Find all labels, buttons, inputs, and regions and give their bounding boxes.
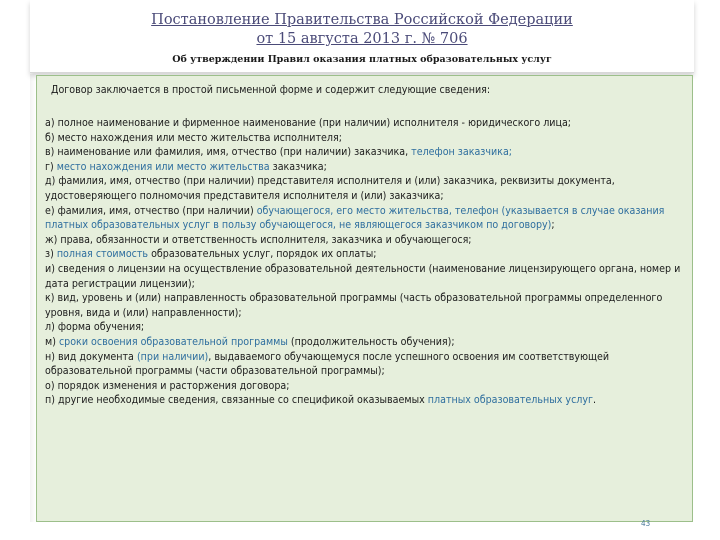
list-item-z [45,247,683,262]
highlight-text: телефон заказчика; [411,146,512,159]
title-line-2: от 15 августа 2013 г. № 706 [256,31,468,47]
list-item-n [45,350,683,379]
list-item-m [45,335,683,350]
item-text: з) [45,248,57,261]
item-text: а) полное наименование и фирменное наименование (при наличии) исполнителя - юридического лица; [45,117,572,129]
list-item-o [45,379,683,394]
highlight-text: платных образовательных услуг [427,394,594,407]
content-panel [36,75,693,522]
item-text: . [593,394,597,407]
item-text: ж) права, обязанности и ответственность исполнителя, заказчика и обучающегося; [45,233,472,246]
item-text: (продолжительность обучения); [287,335,455,348]
item-text: п) другие необходимые сведения, связанные со спецификой оказываемых [45,394,428,407]
item-text: м) [45,335,59,348]
item-text: в) наименование или фамилия, имя, отчество (при наличии) заказчика, [45,146,412,159]
list-item-e [45,204,683,233]
highlight-text: сроки освоения образовательной программы [58,335,288,348]
item-text: и) сведения о лицензии на осуществление образовательной деятельности (наименование лицензирующего органа, номер и дата регистрации лицензии); [45,262,681,290]
list-item-v [45,145,683,160]
item-text: к) вид, уровень и (или) направленность образовательной программы (часть образовательной программы определенного уровня, вида и (или) направленности); [45,292,663,319]
highlight-text: (при наличии) [136,350,209,363]
highlight-text: обучающегося, его место жительства, телефон (указывается в случае оказания платных образовательных услуг в пользу обучающегося, не являющегося заказчиком по договору) [45,204,665,232]
item-text: е) фамилия, имя, отчество (при наличии) [45,204,257,217]
page-title [30,11,694,49]
highlight-text: полная стоимость [56,248,149,261]
requirements-list [45,116,683,408]
intro-text: Договор заключается в простой письменной форме и содержит следующие сведения: [51,84,491,96]
item-text: заказчика; [269,160,327,173]
item-text: образовательных услуг, порядок их оплаты; [148,248,377,261]
list-item-l [45,320,683,335]
title-line-1: Постановление Правительства Российской Федерации [151,12,573,28]
list-item-k [45,291,683,320]
list-item-i [45,262,683,291]
list-item-p [45,393,683,408]
item-text: г) [45,160,57,173]
page-number: 43 [641,519,651,528]
list-item-b [45,131,683,146]
list-item-d [45,174,683,203]
item-text: б) место нахождения или место жительства исполнителя; [45,131,342,144]
list-item-a [45,116,683,131]
slide-header [30,0,694,73]
list-item-zh [45,233,683,248]
item-text: ; [551,219,555,232]
list-item-g [45,160,683,175]
item-text: л) форма обучения; [45,321,145,334]
page-subtitle: Об утверждении Правил оказания платных образовательных услуг [172,54,552,65]
item-text: о) порядок изменения и расторжения договора; [45,379,290,392]
highlight-text: место нахождения или место жительства [56,160,270,173]
item-text: , выдаваемого обучающемуся после успешного освоения им соответствующей образовательной программы (части образовательной программы); [45,350,610,378]
item-text: д) фамилия, имя, отчество (при наличии) представителя исполнителя и (или) заказчика, реквизиты документа, удостоверяющего полномочия представителя исполнителя и (или) заказчика; [45,175,615,202]
item-text: н) вид документа [45,350,137,363]
